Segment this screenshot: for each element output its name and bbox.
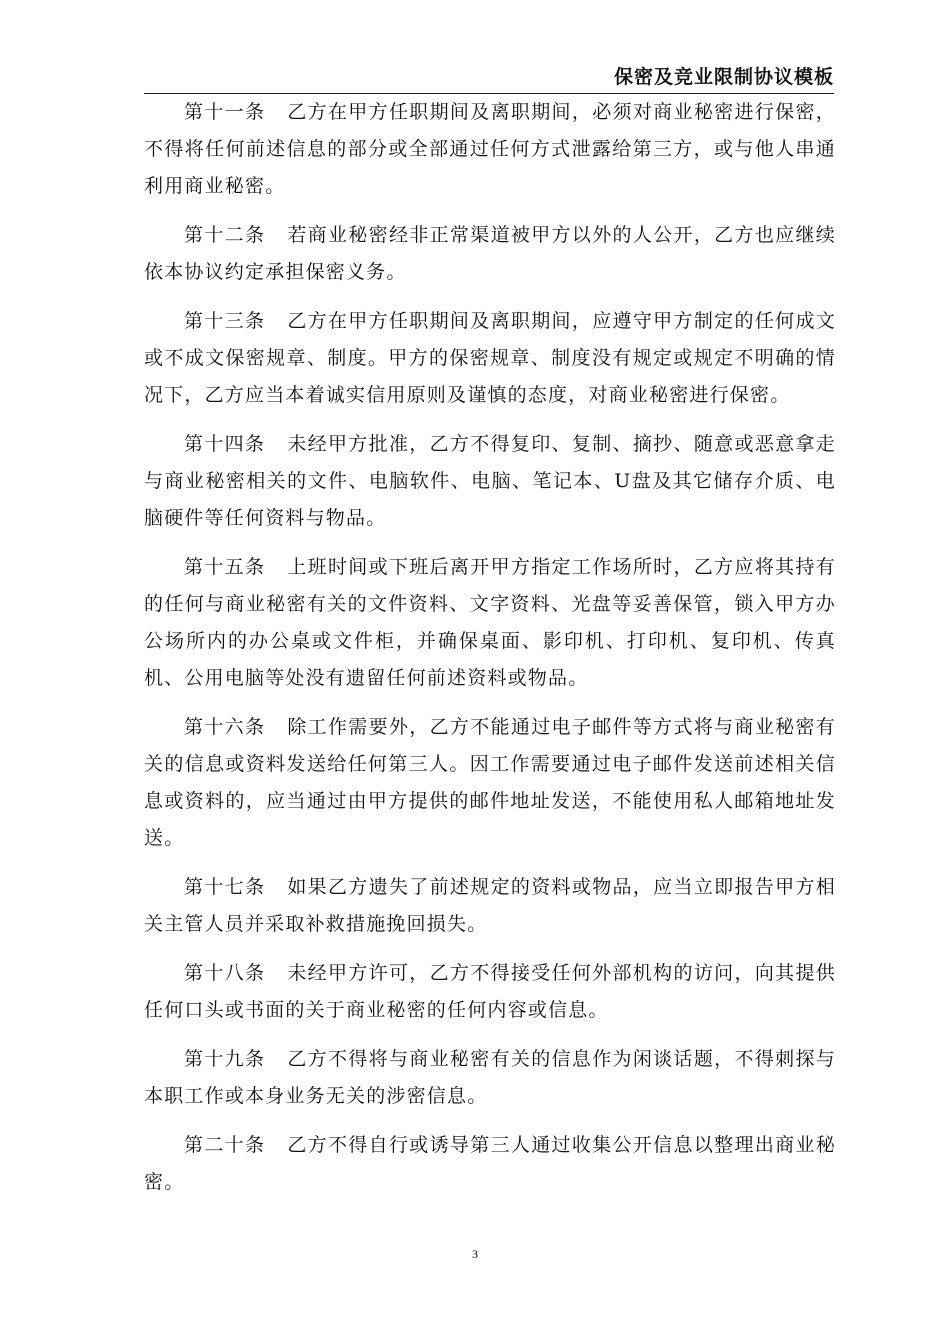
- article-number: 第十七条: [184, 876, 266, 898]
- article-number: 第十六条: [184, 716, 266, 738]
- article-14: [144, 426, 836, 537]
- article-number: 第十八条: [184, 962, 266, 984]
- article-number: 第二十条: [184, 1134, 266, 1156]
- article-number: 第十五条: [184, 556, 266, 578]
- page-header: [144, 62, 834, 94]
- article-text: 若商业秘密经非正常渠道被甲方以外的人公开，乙方也应继续依本协议约定承担保密义务。: [144, 224, 836, 283]
- article-text: 上班时间或下班后离开甲方指定工作场所时，乙方应将其持有的任何与商业秘密有关的文件资料、文字资料、光盘等妥善保管，锁入甲方办公场所内的办公桌或文件柜，并确保桌面、影印机、打印机、复印机、传真机、公用电脑等处没有遗留任何前述资料或物品。: [144, 556, 836, 689]
- article-18: [144, 955, 836, 1029]
- article-number: 第十一条: [184, 101, 266, 123]
- article-12: [144, 217, 836, 291]
- article-text: 除工作需要外，乙方不能通过电子邮件等方式将与商业秘密有关的信息或资料发送给任何第三人。因工作需要通过电子邮件发送前述相关信息或资料的，应当通过由甲方提供的邮件地址发送，不能使用私人邮箱地址发送。: [144, 716, 836, 849]
- article-text: 如果乙方遗失了前述规定的资料或物品，应当立即报告甲方相关主管人员并采取补救措施挽回损失。: [144, 876, 836, 935]
- article-number: 第十二条: [184, 224, 266, 246]
- article-number: 第十九条: [184, 1048, 266, 1070]
- header-title: 保密及竞业限制协议模板: [613, 66, 834, 88]
- article-number: 第十四条: [184, 433, 266, 455]
- article-15: [144, 549, 836, 697]
- document-body: [144, 94, 836, 1213]
- article-text: 未经甲方许可，乙方不得接受任何外部机构的访问，向其提供任何口头或书面的关于商业秘密的任何内容或信息。: [144, 962, 836, 1021]
- article-20: [144, 1127, 836, 1201]
- page-number: 3: [472, 1247, 478, 1261]
- article-text: 乙方在甲方任职期间及离职期间，必须对商业秘密进行保密，不得将任何前述信息的部分或全部通过任何方式泄露给第三方，或与他人串通利用商业秘密。: [144, 101, 836, 197]
- article-13: [144, 303, 836, 414]
- article-text: 乙方不得将与商业秘密有关的信息作为闲谈话题，不得刺探与本职工作或本身业务无关的涉密信息。: [144, 1048, 836, 1107]
- article-text: 未经甲方批准，乙方不得复印、复制、摘抄、随意或恶意拿走与商业秘密相关的文件、电脑软件、电脑、笔记本、U盘及其它储存介质、电脑硬件等任何资料与物品。: [144, 433, 836, 529]
- article-text: 乙方在甲方任职期间及离职期间，应遵守甲方制定的任何成文或不成文保密规章、制度。甲方的保密规章、制度没有规定或规定不明确的情况下，乙方应当本着诚实信用原则及谨慎的态度，对商业秘密进行保密。: [144, 310, 836, 406]
- article-number: 第十三条: [184, 310, 266, 332]
- article-text: 乙方不得自行或诱导第三人通过收集公开信息以整理出商业秘密。: [144, 1134, 836, 1193]
- article-17: [144, 869, 836, 943]
- article-11: [144, 94, 836, 205]
- article-19: [144, 1041, 836, 1115]
- article-16: [144, 709, 836, 857]
